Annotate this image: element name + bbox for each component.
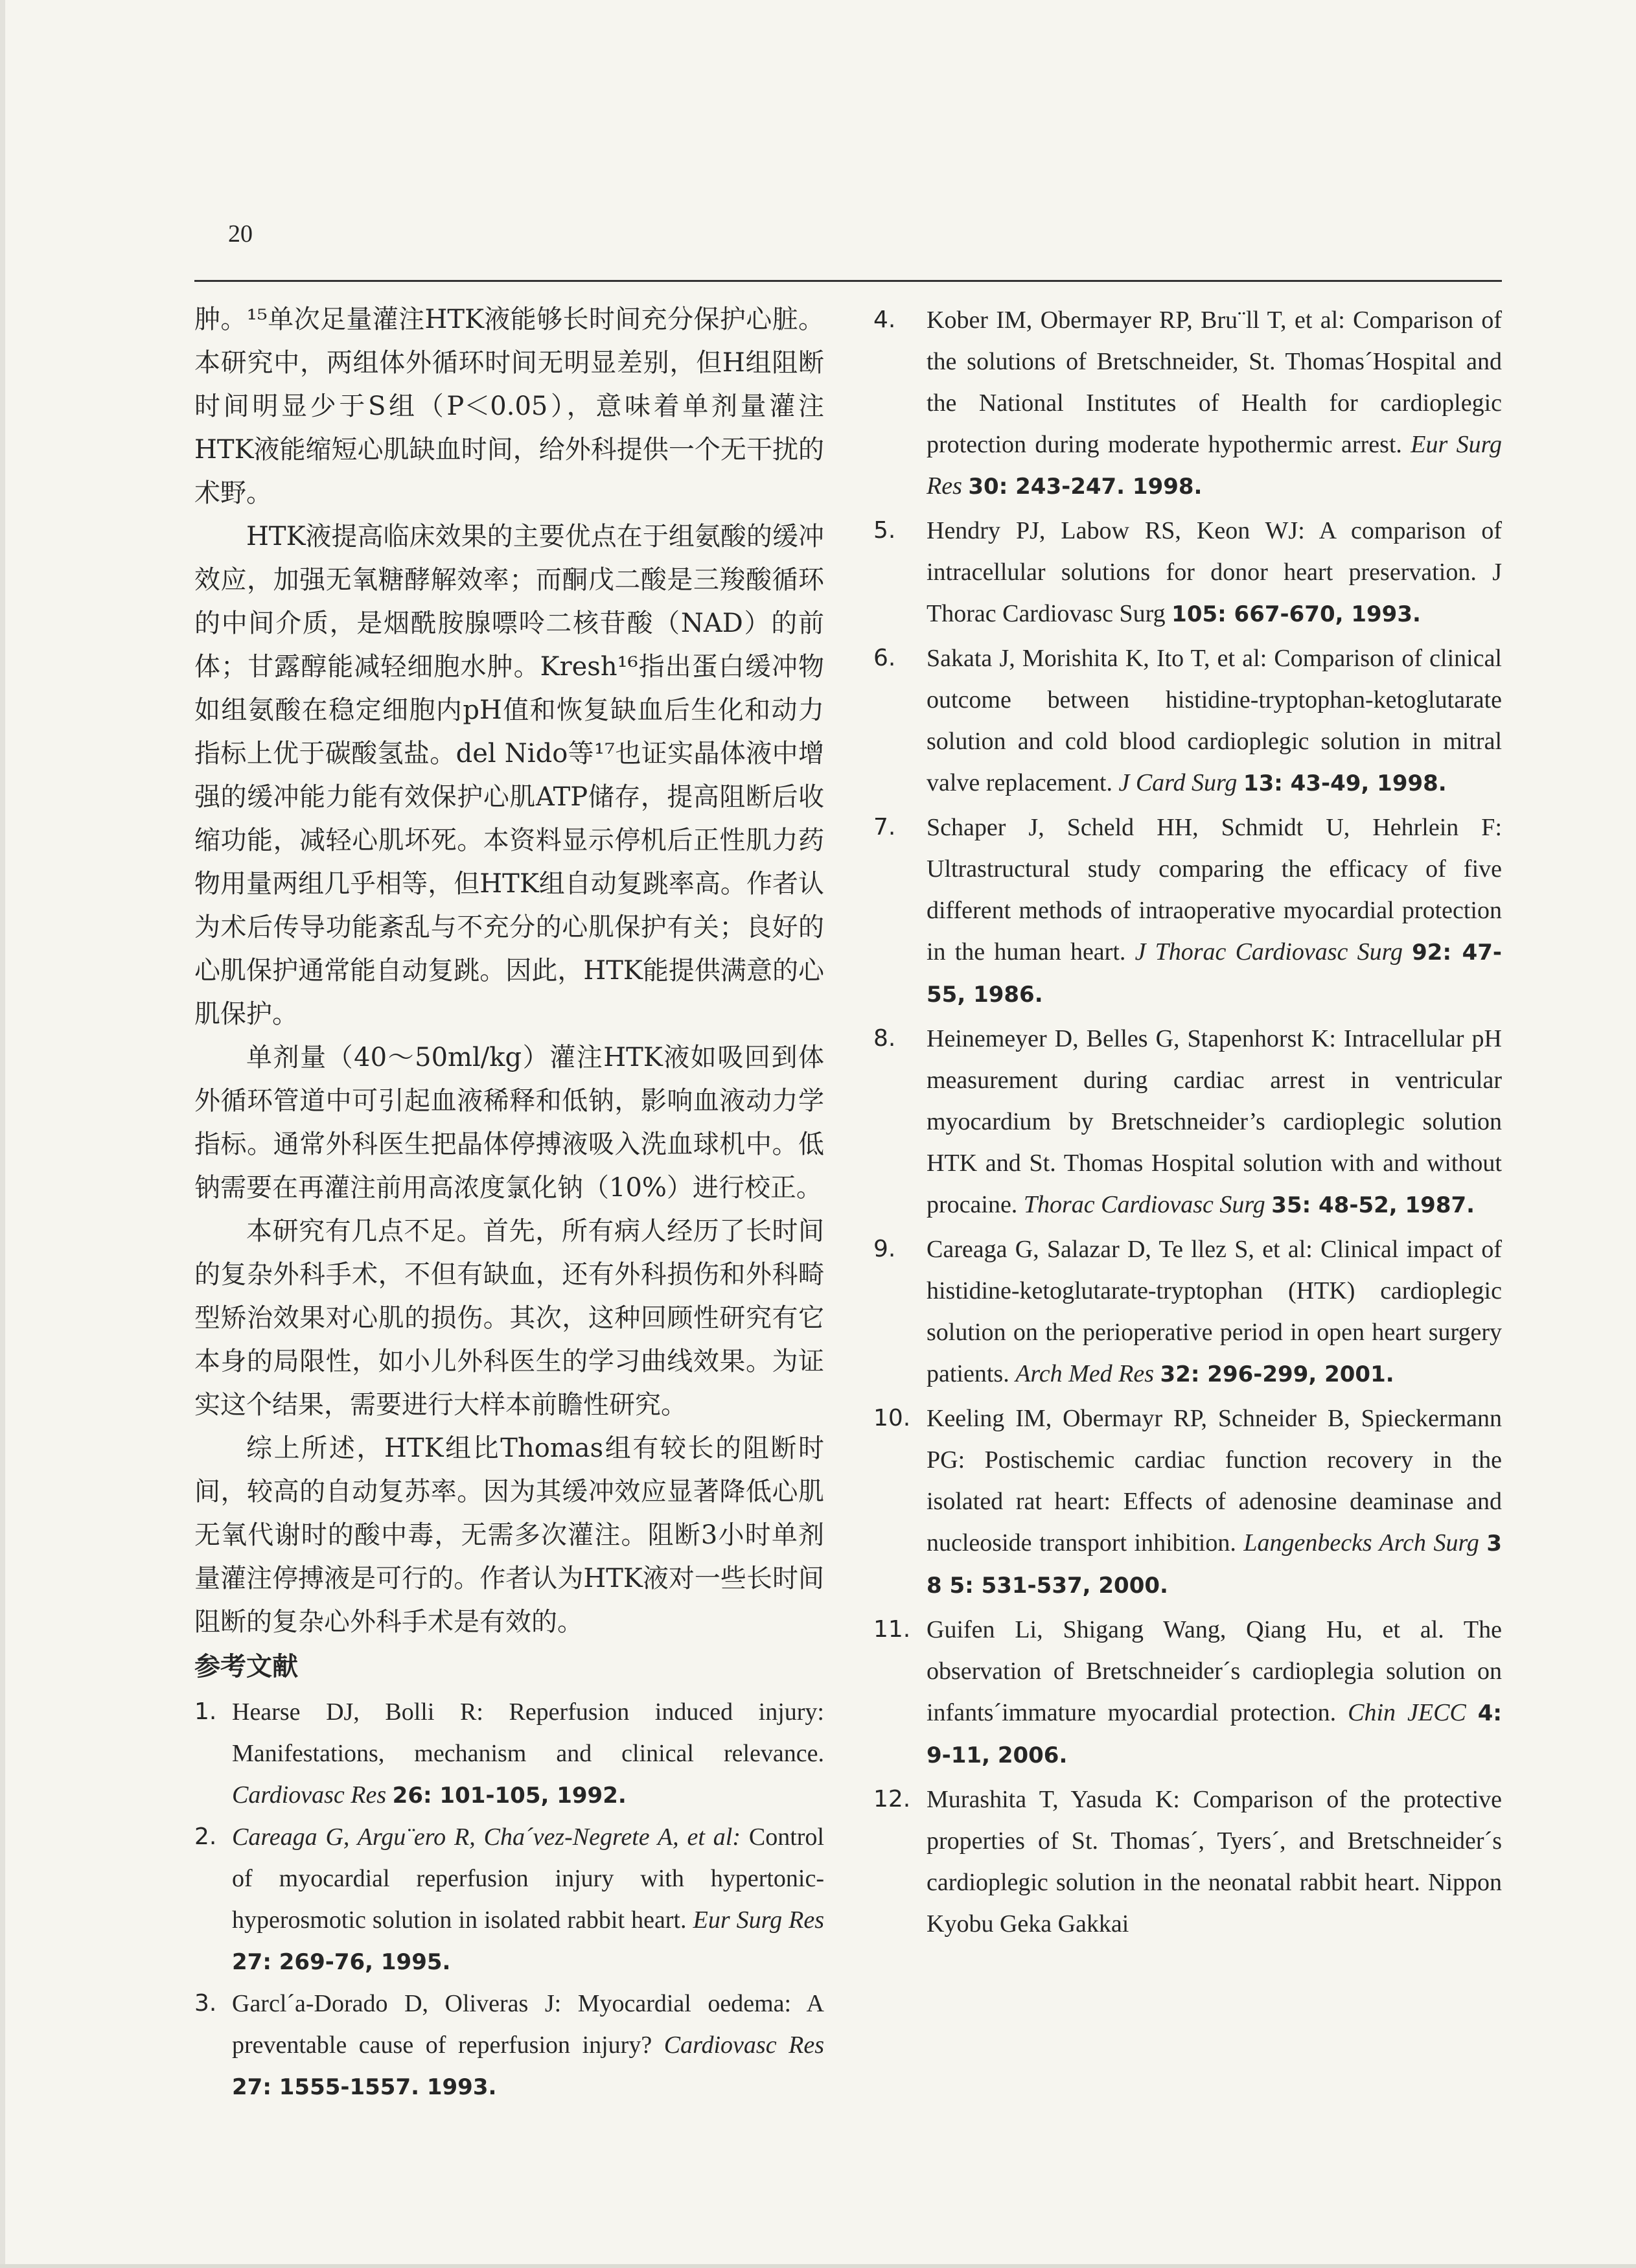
reference-item [194,1983,824,2108]
page-edge-bottom [0,2264,1636,2268]
body-paragraph: 本研究有几点不足。首先，所有病人经历了长时间的复杂外科手术，不但有缺血，还有外科损伤和外科畸型矫治效果对心肌的损伤。其次，这种回顾性研究有它本身的局限性，如小儿外科医生的学习曲线效果。为证实这个结果，需要进行大样本前瞻性研究。 [194,1216,824,1420]
right-column [873,299,1502,1945]
reference-item [873,299,1502,507]
reference-number: 9. [873,1236,896,1262]
reference-number: 12. [873,1786,911,1812]
page-number: 20 [228,220,253,248]
reference-journal: Chin JECC [1348,1699,1466,1726]
reference-item [194,1816,824,1983]
reference-journal: Arch Med Res [1015,1360,1155,1387]
reference-volume: 4: 9-11, 2006. [927,1700,1503,1768]
reference-item [873,510,1502,635]
body-paragraph: HTK液提高临床效果的主要优点在于组氨酸的缓冲效应，加强无氧糖酵解效率；而酮戊二酸是三羧酸循环的中间介质，是烟酰胺腺嘌呤二核苷酸（NAD）的前体；甘露醇能减轻细胞水肿。Kresh¹⁶指出蛋白缓冲物如组氨酸在稳定细胞内pH值和恢复缺血后生化和动力指标上优于碳酸氢盐。del Nido等¹⁷也证实晶体液中增强的缓冲能力能有效保护心肌ATP储存，提高阻断后收缩功能，减轻心肌坏死。本资料显示停机后正性肌力药物用量两组几乎相等，但HTK组自动复跳率高。作者认为术后传导功能紊乱与不充分的心肌保护有关；良好的心肌保护通常能自动复跳。因此，HTK能提供满意的心肌保护。 [194,522,824,1029]
reference-volume: 13: 43-49, 1998. [1243,770,1447,796]
reference-authors: Garcl´a-Dorado D, Oliveras J: Myocardial oedema: A preventable cause of reperfusion injury? [232,1990,824,2059]
reference-number: 1. [194,1698,217,1725]
reference-authors: Careaga G, Argu¨ero R, Cha´vez-Negrete A, et al: [232,1823,749,1851]
reference-volume: 35: 48-52, 1987. [1271,1192,1475,1218]
header-rule [194,280,1502,282]
reference-authors: Guifen Li, Shigang Wang, Qiang Hu, et al. The observation of Bretschneider´s cardioplegia solution on infants´immature myocardial protection. [927,1616,1502,1726]
reference-authors: Hearse DJ, Bolli R: Reperfusion induced injury: Manifestations, mechanism and clinical relevance. [232,1698,824,1767]
reference-journal: Thorac Cardiovasc Surg [1023,1191,1265,1218]
reference-item [873,1229,1502,1395]
reference-journal: Langenbecks Arch Surg [1243,1529,1479,1556]
reference-authors: Sakata J, Morishita K, Ito T, et al: Comparison of clinical outcome between histidine-tryptophan-ketoglutarate solution and cold blood cardioplegic solution in mitral valve replacement. [927,645,1502,796]
reference-item [873,638,1502,804]
reference-volume: 27: 1555-1557. 1993. [232,2074,497,2100]
reference-item [873,1018,1502,1226]
reference-number: 3. [194,1990,217,2017]
reference-volume: 92: 47-55, 1986. [927,940,1502,1008]
reference-volume: 105: 667-670, 1993. [1171,601,1421,627]
body-paragraph: 综上所述，HTK组比Thomas组有较长的阻断时间，较高的自动复苏率。因为其缓冲效应显著降低心肌无氧代谢时的酸中毒，无需多次灌注。阻断3小时单剂量灌注停搏液是可行的。作者认为HTK液对一些长时间阻断的复杂心外科手术是有效的。 [194,1433,824,1637]
reference-authors: Careaga G, Salazar D, Te llez S, et al: Clinical impact of histidine-ketoglutarate-tryptophan (HTK) cardioplegic solution on the perioperative period in open heart surgery patients. [927,1236,1502,1387]
reference-volume: 27: 269-76, 1995. [232,1949,451,1975]
reference-authors: Schaper J, Scheld HH, Schmidt U, Hehrlein F: Ultrastructural study comparing the efficacy of five different methods of intraoperative myocardial protection in the human heart. [927,814,1502,966]
reference-journal: Cardiovasc Res [232,1781,387,1809]
references-heading: 参考文献 [194,1652,298,1682]
reference-number: 4. [873,307,896,333]
reference-authors: Murashita T, Yasuda K: Comparison of the protective properties of St. Thomas´, Tyers´, and Bretschneider´s cardioplegic solution in the neonatal rabbit heart. Nippon Kyobu Geka Gakkai [927,1786,1502,1938]
reference-item [194,1691,824,1816]
reference-number: 7. [873,814,896,840]
reference-number: 8. [873,1025,896,1052]
reference-item [873,1779,1502,1945]
reference-authors: Hendry PJ, Labow RS, Keon WJ: A comparison of intracellular solutions for donor heart preservation. J Thorac Cardiovasc Surg [927,517,1502,627]
reference-title: Control of myocardial reperfusion injury with hypertonic-hyperosmotic solution in isolated rabbit heart. [232,1823,824,1934]
body-paragraph: 肿。¹⁵单次足量灌注HTK液能够长时间充分保护心脏。本研究中，两组体外循环时间无明显差别，但H组阻断时间明显少于S组（P＜0.05），意味着单剂量灌注HTK液能缩短心肌缺血时间，给外科提供一个无干扰的术野。 [194,305,824,508]
body-paragraph: 单剂量（40～50ml/kg）灌注HTK液如吸回到体外循环管道中可引起血液稀释和低钠，影响血液动力学指标。通常外科医生把晶体停搏液吸入洗血球机中。低钠需要在再灌注前用高浓度氯化钠（10%）进行校正。 [194,1043,824,1203]
reference-authors: Kober IM, Obermayer RP, Bru¨ll T, et al: Comparison of the solutions of Bretschneider, St. Thomas´Hospital and the National Institutes of Health for cardioplegic protection during moderate hypothermic arrest. [927,307,1502,458]
left-column [194,298,824,2108]
reference-number: 6. [873,645,896,671]
reference-item [873,1609,1502,1776]
reference-authors: Keeling IM, Obermayr RP, Schneider B, Spieckermann PG: Postischemic cardiac function recovery in the isolated rat heart: Effects of adenosine deaminase and nucleoside transport inhibition. [927,1405,1502,1556]
reference-number: 2. [194,1823,217,1850]
reference-number: 5. [873,517,896,544]
reference-item [873,807,1502,1015]
reference-authors: Heinemeyer D, Belles G, Stapenhorst K: Intracellular pH measurement during cardiac arrest in ventricular myocardium by Bretschneider’s cardioplegic solution HTK and St. Thomas Hospital solution with and without procaine. [927,1025,1502,1218]
reference-number: 11. [873,1616,911,1643]
reference-volume: 3 8 5: 531-537, 2000. [927,1531,1502,1599]
reference-journal: Eur Surg Res [927,431,1502,500]
reference-journal: J Thorac Cardiovasc Surg [1135,938,1403,966]
reference-item [873,1398,1502,1606]
reference-journal: J Card Surg [1118,769,1238,796]
page-edge-shadow [0,0,5,2268]
reference-volume: 26: 101-105, 1992. [392,1783,627,1809]
reference-journal: Eur Surg Res [693,1906,825,1934]
reference-volume: 32: 296-299, 2001. [1160,1361,1394,1387]
reference-volume: 30: 243-247. 1998. [968,474,1203,500]
reference-journal: Cardiovasc Res [663,2031,824,2059]
reference-number: 10. [873,1405,911,1431]
